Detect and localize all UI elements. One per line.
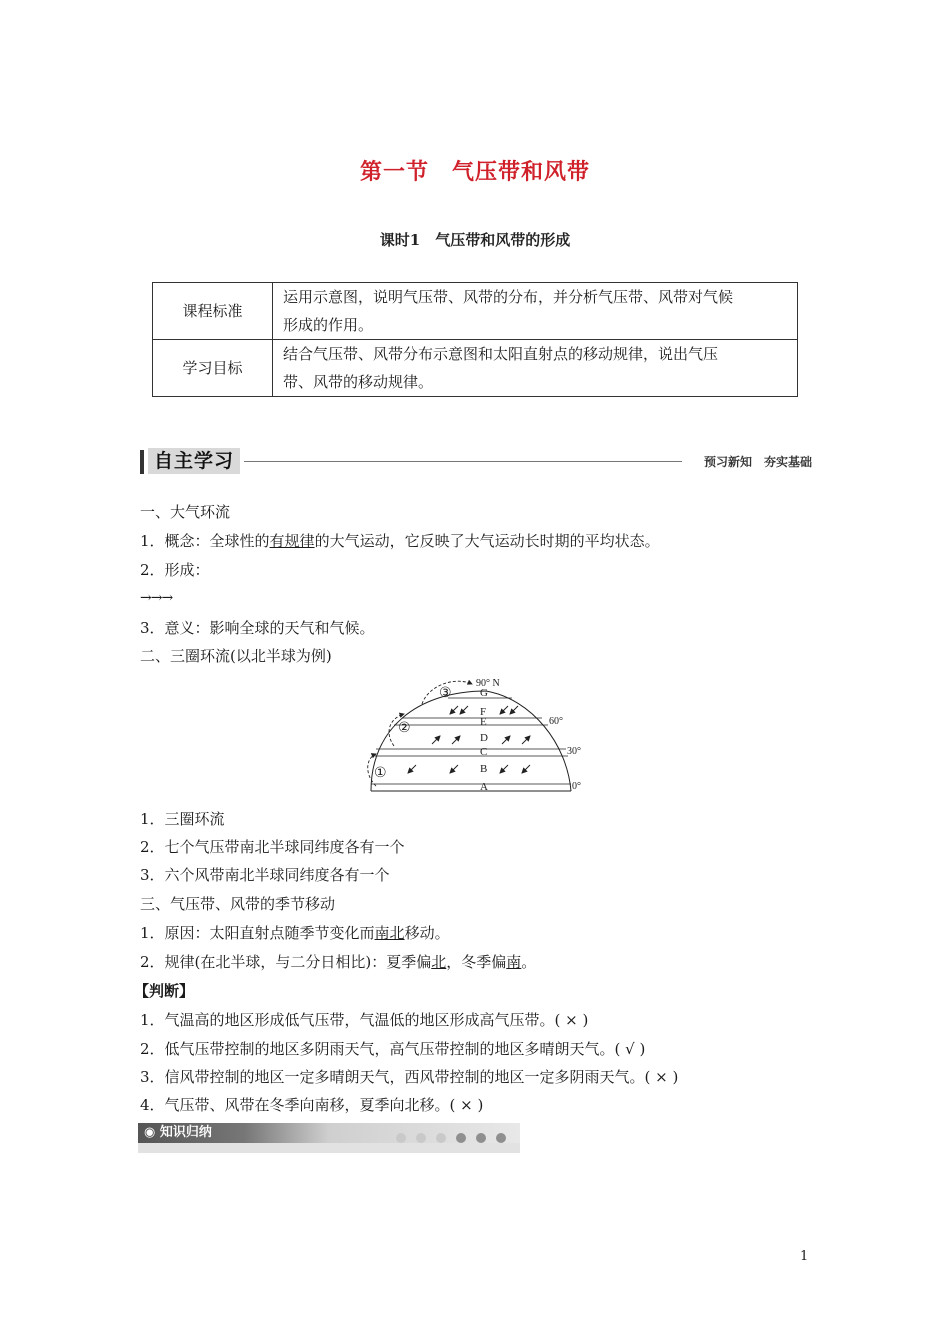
judge-heading: 【判断】 (134, 982, 195, 1000)
lat-label-30: 30° (567, 746, 581, 757)
formation-line: 2．形成： (140, 561, 210, 579)
concept-underlined: 有规律 (269, 532, 315, 550)
decorative-dots (396, 1128, 516, 1147)
hemisphere-outline (371, 691, 571, 791)
belt-letter: C (480, 746, 488, 758)
belt-letter: G (480, 687, 488, 699)
lat-label-60: 60° (549, 716, 563, 727)
goal-label: 学习目标 (153, 340, 273, 397)
cell-label-2: ② (398, 720, 411, 736)
belt-letter: E (480, 716, 487, 728)
cause-pre: 1．原因：太阳直射点随季节变化而 (140, 924, 375, 942)
table-row (153, 340, 798, 397)
cell-label-3: ③ (439, 685, 452, 701)
page-title: 第一节 气压带和风带 (359, 159, 590, 185)
knowledge-bar-label: ◉ 知识归纳 (144, 1125, 212, 1140)
concept-line (140, 530, 660, 552)
lesson-subtitle: 课时1 气压带和风带的形成 (379, 231, 571, 249)
section-subtitle: 预习新知 夯实基础 (703, 455, 812, 469)
belt-letter: F (480, 706, 487, 718)
part2-item: 1．三圈环流 (140, 810, 225, 828)
meaning-line: 3．意义：影响全球的天气和气候。 (140, 619, 375, 637)
three-cell-circulation-diagram (362, 674, 592, 796)
goal-text-line: 结合气压带、风带分布示意图和太阳直射点的移动规律，说出气压 (283, 345, 719, 363)
concept-pre: 1．概念：全球性的 (140, 532, 270, 550)
concept-post: 的大气运动，它反映了大气运动长时期的平均状态。 (314, 532, 660, 550)
standards-table (152, 282, 798, 397)
goal-text (273, 340, 798, 397)
part2-item: 3．六个风带南北半球同纬度各有一个 (140, 866, 390, 884)
table-row (153, 283, 798, 340)
part3-heading: 三、气压带、风带的季节移动 (140, 895, 336, 913)
page-number: 1 (800, 1249, 809, 1264)
knowledge-summary-bar (138, 1123, 520, 1153)
goal-text-line: 带、风带的移动规律。 (283, 373, 434, 391)
judge-item: 1．气温高的地区形成低气压带，气温低的地区形成高气压带。( × ) (140, 1011, 589, 1029)
lat-label-0: 0° (572, 781, 581, 792)
judge-item: 3．信风带控制的地区一定多晴朗天气，西风带控制的地区一定多阴雨天气。( × ) (140, 1068, 679, 1086)
section-bar (140, 450, 144, 474)
belt-letter: B (480, 763, 488, 775)
rule-underlined-north: 北 (431, 953, 447, 971)
section-header (140, 446, 812, 476)
cell-label-1: ① (374, 765, 387, 781)
part2-heading: 二、三圈环流(以北半球为例) (140, 647, 332, 665)
trade-wind-arrows (408, 765, 530, 773)
rule-line (140, 951, 536, 973)
cause-line (140, 922, 450, 944)
cause-underlined: 南北 (374, 924, 405, 942)
lat-label-90: 90° N (476, 678, 500, 689)
cause-post: 移动。 (404, 924, 450, 942)
standard-label: 课程标准 (153, 283, 273, 340)
standard-text-line: 运用示意图，说明气压带、风带的分布，并分析气压带、风带对气候 (283, 288, 734, 306)
belt-letter: A (480, 781, 488, 793)
rule-underlined-south: 南 (506, 953, 522, 971)
section-title: 自主学习 (148, 448, 240, 474)
rule-mid: ，冬季偏 (446, 953, 507, 971)
judge-item: 2．低气压带控制的地区多阴雨天气，高气压带控制的地区多晴朗天气。( √ ) (140, 1040, 646, 1058)
judge-item: 4．气压带、风带在冬季向南移，夏季向北移。( × ) (140, 1096, 484, 1114)
rule-post: 。 (521, 953, 537, 971)
rule-pre: 2．规律(在北半球，与二分日相比)：夏季偏 (140, 953, 432, 971)
section-divider (244, 461, 682, 462)
belt-letter: D (480, 732, 488, 744)
formation-arrows: →→→ (140, 590, 173, 606)
standard-text (273, 283, 798, 340)
standard-text-line: 形成的作用。 (283, 316, 374, 334)
part1-heading: 一、大气环流 (140, 503, 231, 521)
part2-item: 2．七个气压带南北半球同纬度各有一个 (140, 838, 405, 856)
